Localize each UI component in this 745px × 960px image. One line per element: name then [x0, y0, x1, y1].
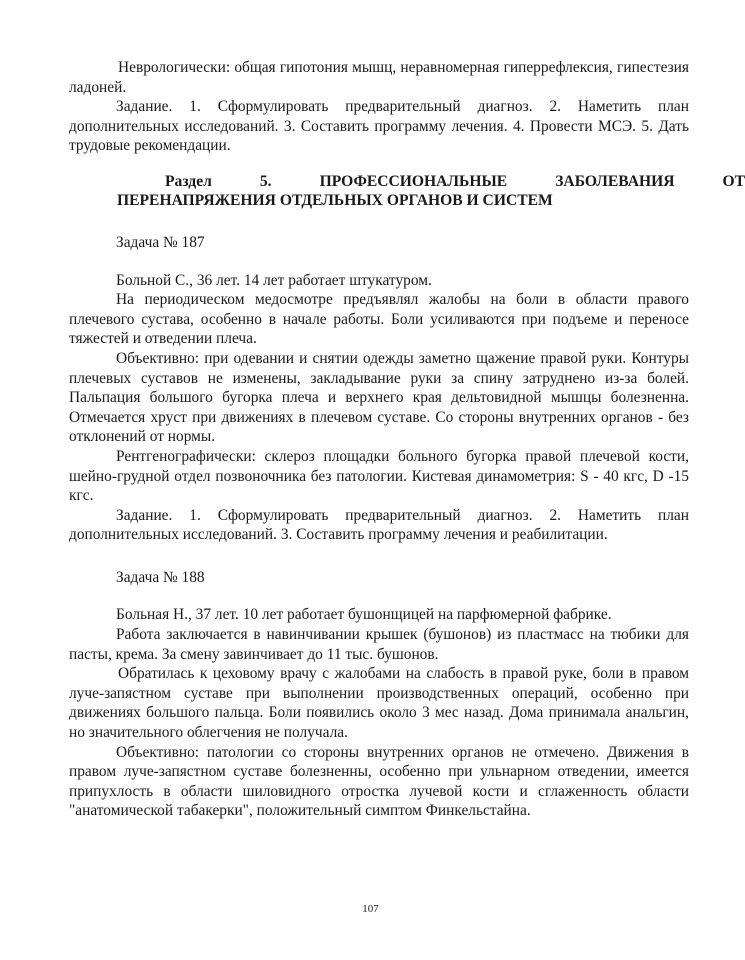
task-187-patient: Больной С., 36 лет. 14 лет работает штукатуром. — [116, 271, 432, 289]
spacer — [69, 587, 689, 605]
task-187-objective: Объективно: при одевании и снятии одежды заметно щажение правой руки. Контуры плечевых суставов не изменены, закладывание руки за спину затруднено из-за болей. Пальпация большого бугорка плеча и верхнего края дельтовидной мышцы болезненна. Отмечается хруст при движениях в плечевом суставе. Со стороны внутренних органов - без отклонений от нормы. — [69, 349, 689, 446]
document-page — [69, 58, 745, 821]
section-number: 5. — [259, 172, 272, 190]
spacer — [69, 253, 689, 271]
task-187-title: Задача № 187 — [116, 233, 205, 251]
task-188-objective: Объективно: патологии со стороны внутренних органов не отмечено. Движения в правом луче-запястном суставе болезненны, особенно при ульнарном отведении, имеется припухлость в области шиловидного отростка лучевой кости и сглаженность области "анатомической табакерки", положительный симптом Финкельстайна. — [69, 743, 689, 820]
section-heading-line1 — [69, 172, 745, 191]
section-word-ot: ОТ — [722, 172, 745, 190]
task-187-complaints: На периодическом медосмотре предъявлял жалобы на боли в области правого плечевого сустава, особенно в начале работы. Боли усиливаются при подъеме и переносе тяжестей и отведении плеча. — [69, 291, 689, 348]
intro-paragraph-task: Задание. 1. Сформулировать предварительный диагноз. 2. Наметить план дополнительных исследований. 3. Составить программу лечения. 4. Провести МСЭ. 5. Дать трудовые рекомендации. — [69, 98, 689, 155]
section-word-zabol: ЗАБОЛЕВАНИЯ — [555, 172, 675, 190]
section-heading-line2: ПЕРЕНАПРЯЖЕНИЯ ОТДЕЛЬНЫХ ОРГАНОВ И СИСТЕМ — [117, 191, 553, 209]
section-heading — [69, 172, 745, 210]
task-187-assignment: Задание. 1. Сформулировать предварительный диагноз. 2. Наметить план дополнительных исследований. 3. Составить программу лечения и реабилитации. — [69, 506, 689, 544]
task-188-patient: Больная Н., 37 лет. 10 лет работает бушонщицей на парфюмерной фабрике. — [116, 606, 612, 624]
intro-paragraph-neuro: Неврологически: общая гипотония мышц, неравномерная гиперрефлексия, гипестезия ладоней. — [69, 59, 689, 96]
task-188-title: Задача № 188 — [116, 568, 205, 586]
task-187-xray: Рентгенографически: склероз площадки больного бугорка правой плечевой кости, шейно-грудной отдел позвоночника без патологии. Кистевая динамометрия: S - 40 кгс, D -15 кгс. — [69, 447, 689, 505]
task-188-complaints: Обратилась к цеховому врачу с жалобами на слабость в правой руке, боли в правом луче-запястном суставе при выполнении производственных операций, особенно при движениях большого пальца. Боли появились около 3 мес назад. Дома принимала анальгин, но значительного облегчения не получала. — [69, 665, 689, 742]
page-number: 107 — [362, 903, 379, 915]
task-188-work: Работа заключается в навинчивании крышек (бушонов) из пластмасс на тюбики для пасты, крема. За смену завинчивает до 11 тыс. бушонов. — [69, 626, 689, 663]
section-word-razdel: Раздел — [165, 172, 212, 190]
section-word-prof: ПРОФЕССИОНАЛЬНЫЕ — [319, 172, 508, 190]
